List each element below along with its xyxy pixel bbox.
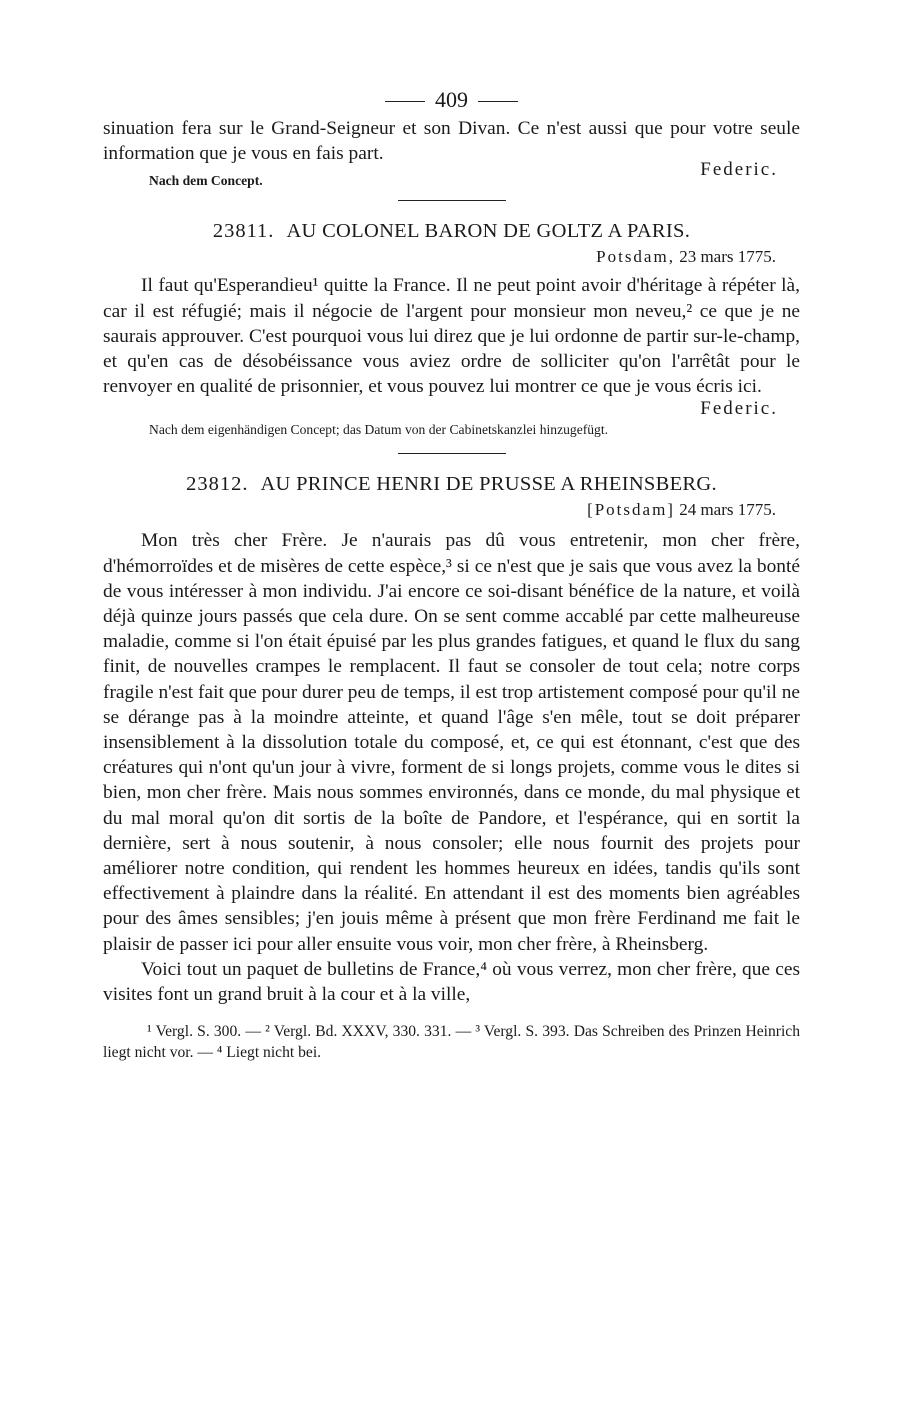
letter-recipient: AU COLONEL BARON DE GOLTZ A PARIS. [286, 220, 691, 243]
section-divider [398, 453, 506, 454]
letter-number: 23812. [186, 473, 249, 496]
source-note: Nach dem eigenhändigen Concept; das Datum von der Cabinetskanzlei hinzugefügt. [149, 422, 609, 438]
letter-text: sinuation fera sur le Grand-Seigneur et son Divan. Ce n'est aussi que pour votre seule information que je vous en fais part. [103, 118, 800, 165]
letter-body: Mon très cher Frère. Je n'aurais pas dû vous entretenir, mon cher frère, d'hémorroïdes et de misères de cette espèce,³ si ce n'est que je sais que vous avez la bonté de vous intéresser à mon individu. J'ai encore ce soi-disant bénéfice de la nature, et voilà déjà quinze jours passés que cela dure. On se sent comme accablé par cette malheureuse maladie, comme si l'on était épuisé par les plus grandes fatigues, et quand le flux du sang finit, de nouvelles crampes le remplacent. Il faut se consoler de tout cela; notre corps fragile n'est fait que pour durer peu de temps, il est trop artistement composé pour qu'il ne se dérange pas à la moindre atteinte, et quand l'âge s'en mêle, tout se doit préparer insensiblement à la dissolution totale du composé, et, ce qui est étonnant, c'est que des créatures qui n'ont qu'un jour à vivre, forment de si longs projets, comme vous le dites si bien, mon cher frère. Mais nous sommes environnés, dans ce monde, du mal physique et du mal moral qu'on dit sortis de la boîte de Pandore, et l'espérance, qui en sortit la dernière, sert à nous soutenir, à nous consoler; elle nous fournit des projets pour améliorer notre condition, qui rendent les hommes heureux en idées, tandis qu'ils sont effectivement à plaindre dans la réalité. En attendant il est des moments bien agréables pour des âmes sensibles; j'en jouis même à présent que mon frère Ferdinand me fait le plaisir de passer ici pour aller ensuite vous voir, mon cher frère, à Rheinsberg. [103, 530, 800, 955]
source-note: Nach dem Concept. [149, 173, 263, 189]
book-page [103, 84, 800, 1063]
dateline-place: Potsdam, [596, 247, 675, 267]
footnote-text: ¹ Vergl. S. 300. — ² Vergl. Bd. XXXV, 330. 331. — ³ Vergl. S. 393. Das Schreiben des Prinzen Heinrich liegt nicht vor. — ⁴ Liegt nicht bei. [103, 1023, 800, 1062]
dateline-date: 23 mars 1775. [679, 247, 776, 267]
section-divider [398, 200, 506, 201]
dateline [103, 245, 800, 269]
letter-number: 23811. [212, 220, 275, 243]
letter-heading [103, 470, 800, 498]
letter-body: Il faut qu'Esperandieu¹ quitte la France. Il ne peut point avoir d'héritage à répéter là, car il est réfugié; mais il négocie de l'argent pour monsieur mon neveu,² ce que je ne saurais approuver. C'est pourquoi vous lui direz que je lui ordonne de partir sur-le-champ, et qu'en cas de désobéissance vous aviez ordre de solliciter qu'on l'arrêtât pour le renvoyer en qualité de prisonnier, et vous pouvez lui montrer ce que je vous écris ici. [103, 275, 800, 398]
signature: Federic. [700, 398, 778, 420]
signature: Federic. [700, 159, 778, 181]
letter-body: Voici tout un paquet de bulletins de France,⁴ où vous verrez, mon cher frère, que ces visites font un grand bruit à la cour et à la ville, [103, 958, 800, 1006]
divider [478, 101, 518, 102]
footnotes [103, 1021, 800, 1063]
dateline-place: [Potsdam] [587, 500, 675, 520]
dateline [103, 498, 800, 522]
letter-recipient: AU PRINCE HENRI DE PRUSSE A RHEINSBERG. [260, 473, 717, 496]
letter-heading [103, 217, 800, 245]
page-number: 409 [103, 84, 800, 116]
dateline-date: 24 mars 1775. [679, 500, 776, 520]
divider [385, 101, 425, 102]
